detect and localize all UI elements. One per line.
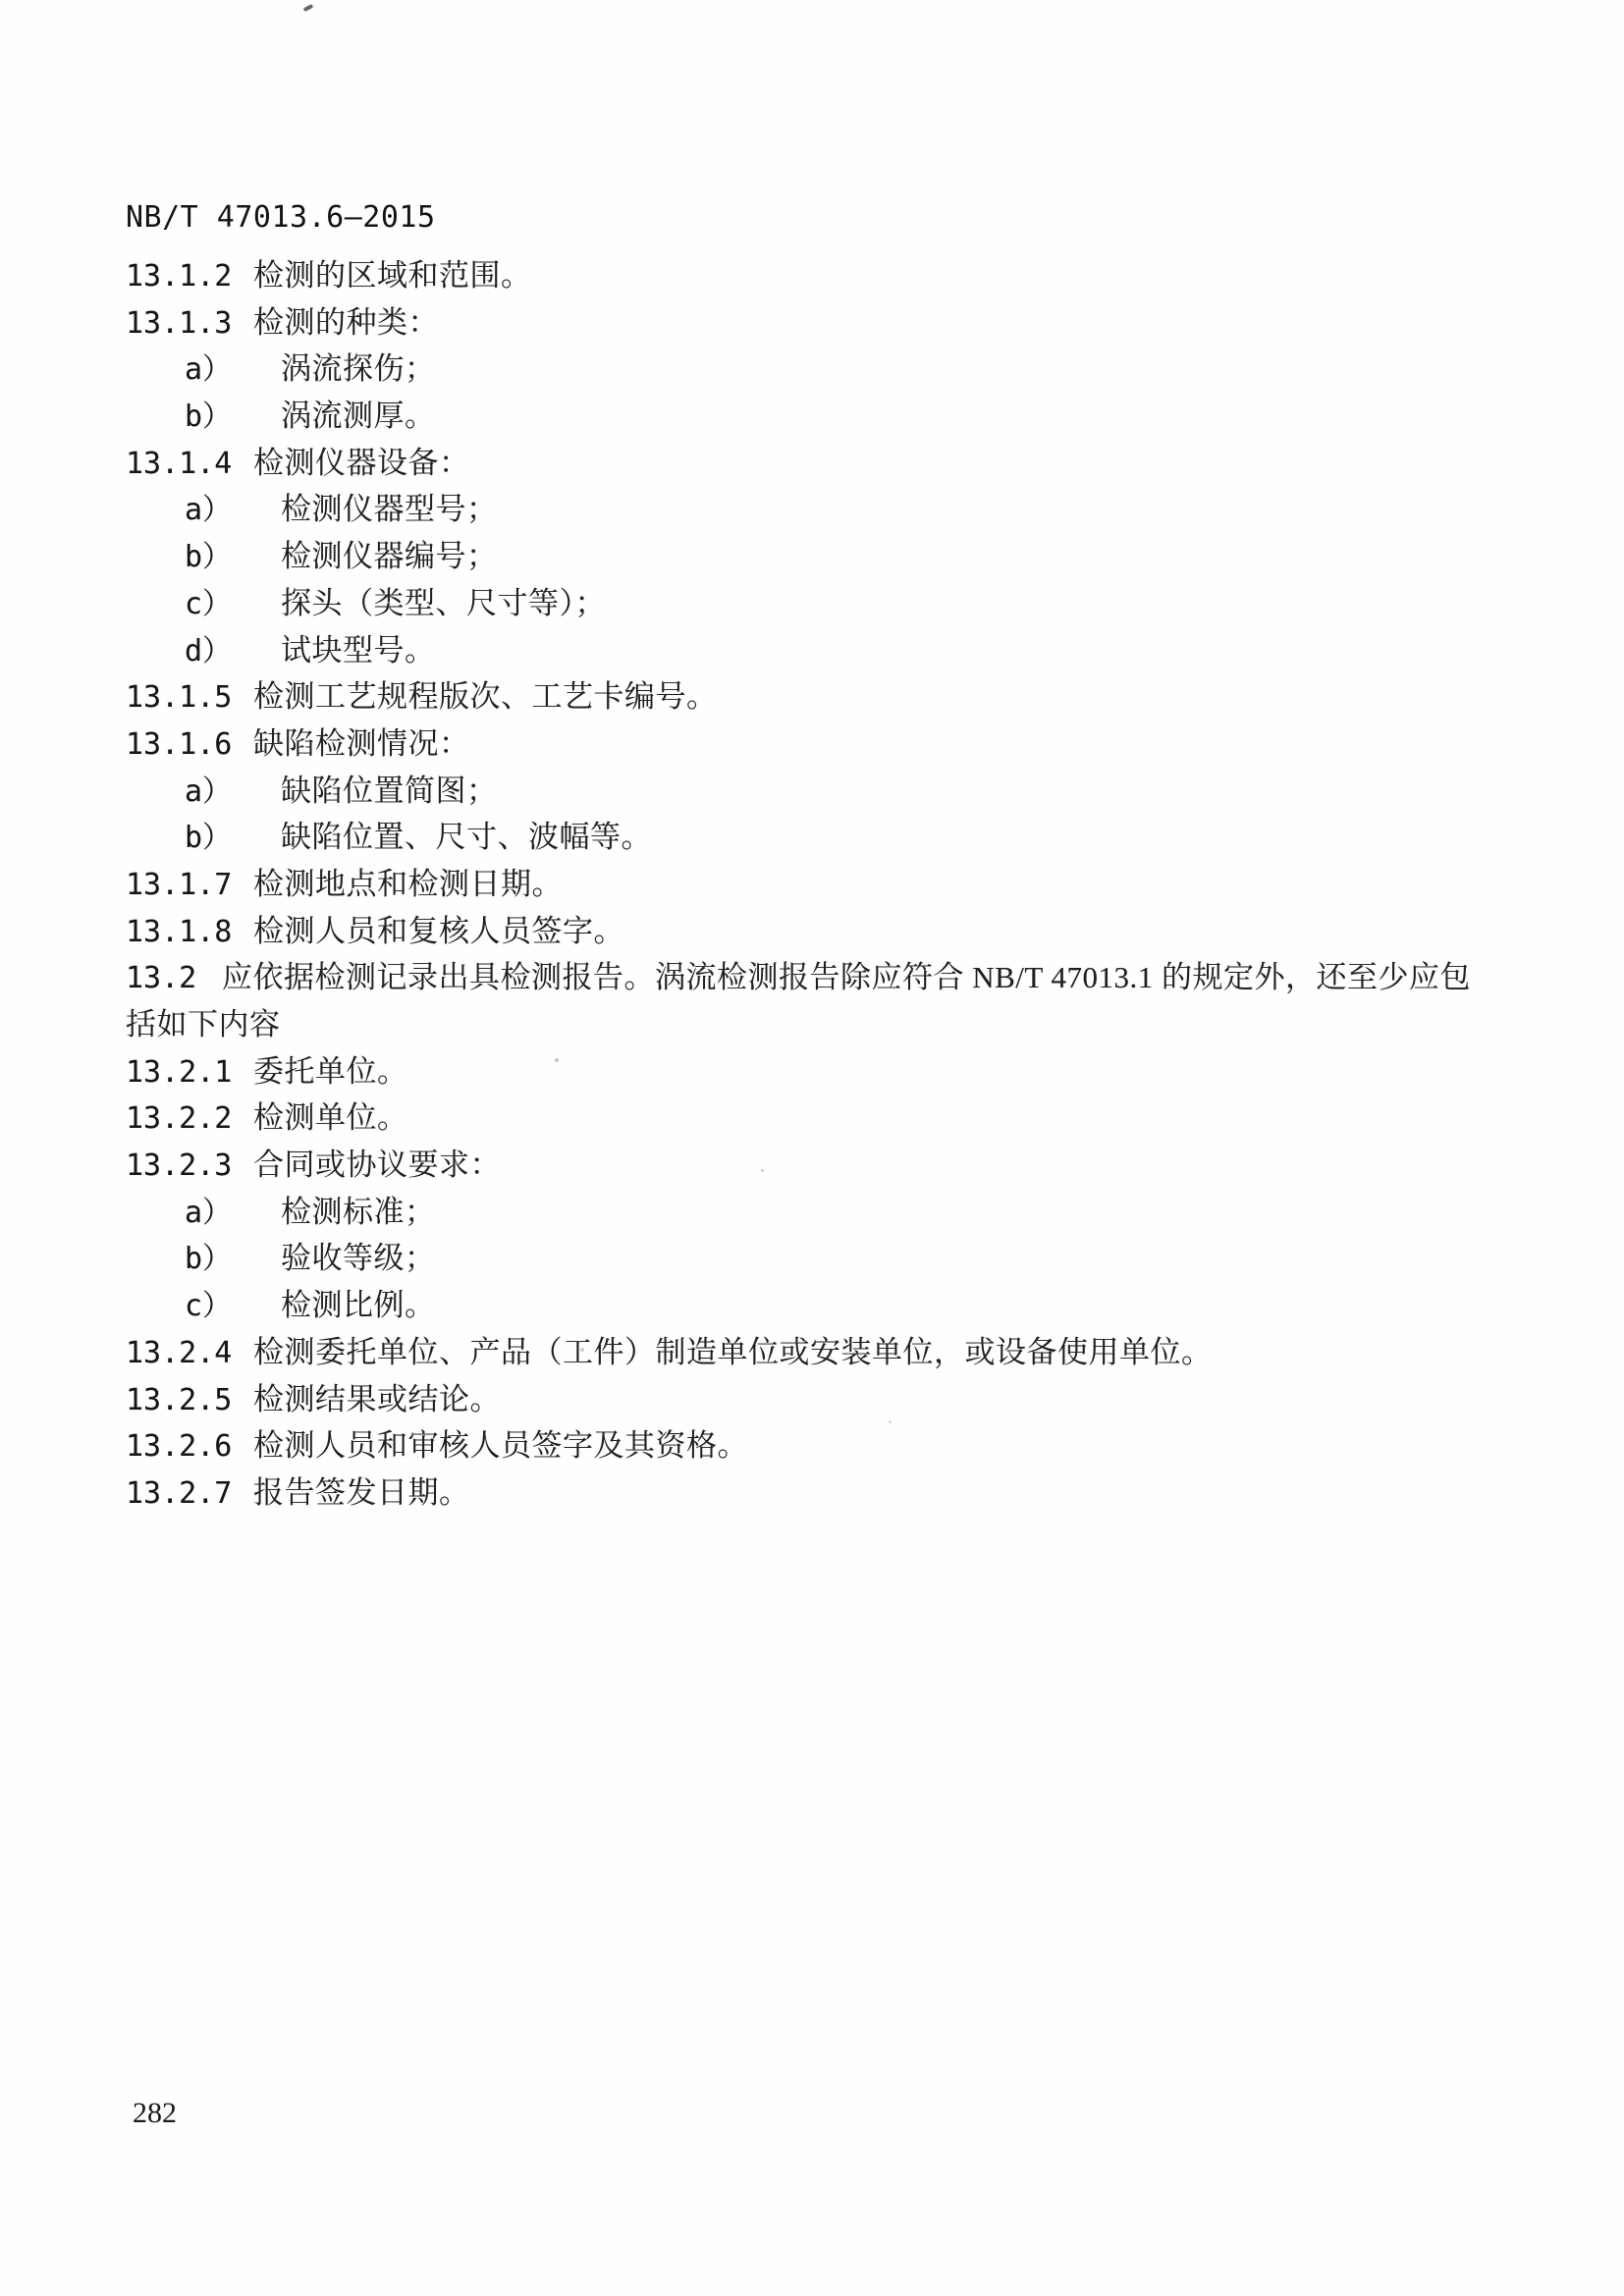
item-letter: a） [185,352,233,388]
item-letter: c） [185,1289,233,1324]
paragraph-row [126,954,1559,1001]
paragraph-text-line2: 括如下内容 [126,1007,281,1041]
clause-text: 检测比例。 [281,1288,436,1323]
item-letter: b） [185,400,233,435]
clause-text: 缺陷位置、尺寸、波幅等。 [281,820,652,855]
clause-text: 缺陷位置简图； [281,773,498,808]
clause-text: 检测仪器型号； [281,492,498,527]
list-item-row [126,486,1559,533]
clause-text: 涡流探伤； [281,351,436,387]
clause-row [126,673,1559,721]
clause-number: 13.1.4 [126,446,233,481]
clause-row [126,1376,1559,1423]
scan-speck [580,1348,584,1352]
clause-text: 检测人员和复核人员签字。 [253,913,624,948]
clause-text: 检测工艺规程版次、工艺卡编号。 [253,679,718,715]
clause-text: 检测的种类： [253,304,439,340]
clause-row [126,299,1559,347]
clause-number: 13.2.3 [126,1148,233,1184]
clause-row [126,1422,1559,1469]
clause-text: 检测结果或结论。 [253,1381,501,1416]
clause-number: 13.1.6 [126,726,233,762]
clause-text: 验收等级； [281,1241,436,1276]
clause-row [126,861,1559,908]
clause-row [126,252,1559,299]
clause-text: 检测标准； [281,1194,436,1229]
list-item-row [126,393,1559,440]
list-item-row [126,533,1559,580]
clause-text: 检测单位。 [253,1100,408,1136]
clause-number: 13.1.2 [126,259,233,294]
clause-number: 13.1.5 [126,680,233,716]
clause-text: 检测仪器设备： [253,445,470,480]
paragraph-row-continuation [126,1001,1559,1048]
clause-row [126,1095,1559,1142]
clause-row [126,908,1559,955]
clause-number: 13.2.2 [126,1101,233,1137]
list-item-row [126,1235,1559,1282]
list-item-row [126,814,1559,861]
clause-row [126,1142,1559,1189]
item-letter: a） [185,774,233,809]
clause-text: 检测地点和检测日期。 [253,866,563,901]
clause-row [126,721,1559,768]
clause-list [126,252,1559,1517]
item-letter: c） [185,586,233,621]
list-item-row [126,1282,1559,1329]
scan-speck [889,1420,892,1423]
clause-text: 委托单位。 [253,1053,408,1089]
list-item-row [126,768,1559,815]
list-item-row [126,627,1559,674]
clause-row [126,1469,1559,1517]
list-item-row [126,580,1559,627]
clause-text: 合同或协议要求： [253,1148,501,1183]
standard-number-header: NB/T 47013.6—2015 [126,200,436,235]
clause-text: 报告签发日期。 [253,1474,470,1510]
clause-number: 13.2 [126,961,197,996]
item-letter: a） [185,493,233,528]
clause-text: 探头（类型、尺寸等）； [281,585,606,620]
clause-number: 13.1.8 [126,914,233,949]
clause-text: 检测仪器编号； [281,539,498,574]
item-letter: b） [185,1242,233,1277]
clause-number: 13.2.5 [126,1382,233,1417]
clause-text: 检测委托单位、产品（工件）制造单位或安装单位，或设备使用单位。 [253,1334,1213,1369]
clause-text: 涡流测厚。 [281,399,436,434]
clause-number: 13.2.1 [126,1054,233,1090]
clause-row [126,1329,1559,1376]
scan-speck [761,1169,764,1172]
clause-text: 试块型号。 [281,632,436,667]
clause-text: 缺陷检测情况： [253,725,470,761]
item-letter: b） [185,540,233,575]
item-letter: a） [185,1195,233,1230]
list-item-row [126,1189,1559,1236]
clause-number: 13.2.4 [126,1335,233,1370]
clause-number: 13.1.3 [126,305,233,341]
item-letter: d） [185,633,233,668]
scan-speck [555,1058,559,1062]
clause-row [126,440,1559,487]
clause-number: 13.1.7 [126,867,233,902]
list-item-row [126,346,1559,393]
clause-text: 检测的区域和范围。 [253,258,532,293]
clause-row [126,1048,1559,1095]
scan-speck [303,4,314,12]
clause-number: 13.2.6 [126,1429,233,1465]
item-letter: b） [185,821,233,856]
page-number: 282 [133,2097,177,2129]
paragraph-text-line1: 应依据检测记录出具检测报告。涡流检测报告除应符合 NB/T 47013.1 的规定外，还至少应包 [222,960,1472,995]
clause-number: 13.2.7 [126,1475,233,1511]
clause-text: 检测人员和审核人员签字及其资格。 [253,1428,748,1464]
